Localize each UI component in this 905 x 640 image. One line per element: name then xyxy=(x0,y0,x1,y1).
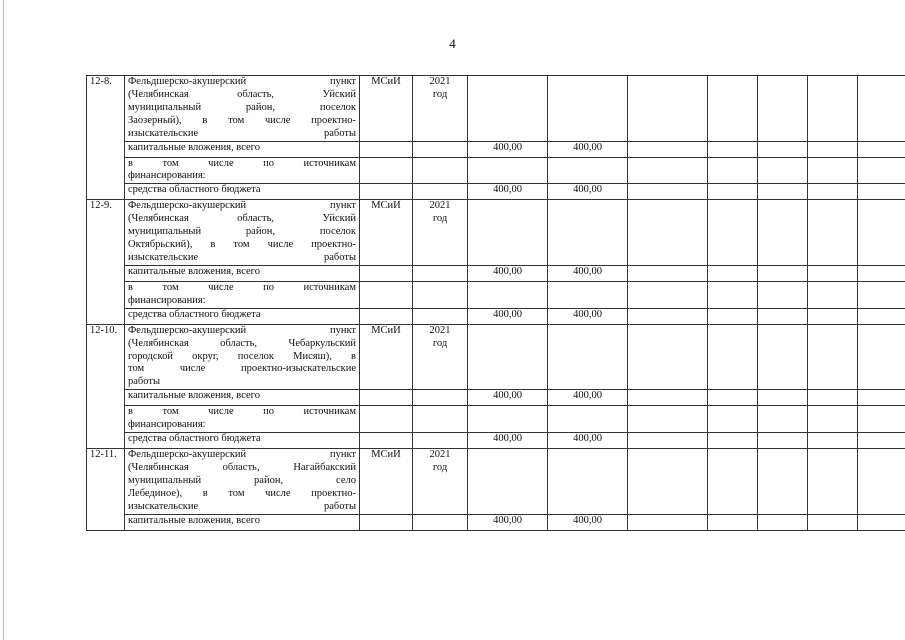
empty-cell xyxy=(758,281,808,308)
empty-cell xyxy=(758,308,808,324)
funding-label: капитальные вложения, всего xyxy=(125,514,360,530)
empty-cell xyxy=(708,433,758,449)
table-row-funding xyxy=(87,390,905,406)
amount-total: 400,00 xyxy=(468,433,548,449)
empty-cell xyxy=(858,514,905,530)
empty-cell xyxy=(548,76,628,142)
description-line: изыскательские работы xyxy=(128,500,356,512)
description-line: том числе проектно-изыскательские xyxy=(128,363,356,375)
empty-cell xyxy=(708,449,758,515)
amount-year: 400,00 xyxy=(548,433,628,449)
executor-cell: МСиИ xyxy=(360,449,413,515)
empty-cell xyxy=(808,390,858,406)
table-row-sources xyxy=(87,406,905,433)
amount-total: 400,00 xyxy=(468,514,548,530)
empty-cell xyxy=(708,406,758,433)
item-description xyxy=(125,76,360,142)
empty-cell xyxy=(858,76,905,142)
empty-cell xyxy=(708,514,758,530)
empty-cell xyxy=(808,433,858,449)
empty-cell xyxy=(628,308,708,324)
empty-cell xyxy=(413,390,468,406)
item-description xyxy=(125,449,360,515)
table-row-funding xyxy=(87,433,905,449)
empty-cell xyxy=(808,76,858,142)
sources-line: в том числе по источникам xyxy=(128,281,356,293)
empty-cell xyxy=(548,324,628,390)
empty-cell xyxy=(468,200,548,266)
item-number: 12-8. xyxy=(87,76,125,200)
empty-cell xyxy=(468,76,548,142)
empty-cell xyxy=(808,184,858,200)
empty-cell xyxy=(758,184,808,200)
empty-cell xyxy=(628,157,708,184)
amount-year: 400,00 xyxy=(548,514,628,530)
empty-cell xyxy=(808,514,858,530)
description-line: городской округ, поселок Мисяш), в xyxy=(128,350,356,362)
empty-cell xyxy=(628,390,708,406)
empty-cell xyxy=(758,514,808,530)
empty-cell xyxy=(708,281,758,308)
description-line: (Челябинская область, Чебаркульский xyxy=(128,337,356,349)
empty-cell xyxy=(708,200,758,266)
empty-cell xyxy=(548,281,628,308)
sources-label xyxy=(125,281,360,308)
empty-cell xyxy=(808,200,858,266)
empty-cell xyxy=(708,76,758,142)
item-number: 12-11. xyxy=(87,449,125,531)
year-unit: год xyxy=(432,213,448,225)
empty-cell xyxy=(858,406,905,433)
year-value: 2021 xyxy=(429,449,451,461)
description-line: работы xyxy=(128,376,161,388)
empty-cell xyxy=(808,308,858,324)
amount-total: 400,00 xyxy=(468,141,548,157)
empty-cell xyxy=(758,141,808,157)
table-row-sources xyxy=(87,157,905,184)
funding-label: капитальные вложения, всего xyxy=(125,265,360,281)
description-line: Лебединое), в том числе проектно- xyxy=(128,487,356,499)
empty-cell xyxy=(548,449,628,515)
empty-cell xyxy=(468,449,548,515)
year-unit: год xyxy=(432,337,448,349)
empty-cell xyxy=(758,433,808,449)
empty-cell xyxy=(628,141,708,157)
empty-cell xyxy=(468,324,548,390)
empty-cell xyxy=(758,200,808,266)
empty-cell xyxy=(808,141,858,157)
empty-cell xyxy=(360,184,413,200)
empty-cell xyxy=(413,514,468,530)
empty-cell xyxy=(858,157,905,184)
empty-cell xyxy=(548,157,628,184)
amount-total: 400,00 xyxy=(468,184,548,200)
sources-line: финансирования: xyxy=(128,170,206,182)
sources-label xyxy=(125,157,360,184)
amount-year: 400,00 xyxy=(548,141,628,157)
description-line: Октябрьский), в том числе проектно- xyxy=(128,239,356,251)
year-cell xyxy=(413,200,468,266)
funding-label: капитальные вложения, всего xyxy=(125,141,360,157)
empty-cell xyxy=(628,514,708,530)
empty-cell xyxy=(708,184,758,200)
empty-cell xyxy=(858,141,905,157)
year-unit: год xyxy=(432,461,448,473)
empty-cell xyxy=(708,157,758,184)
year-cell xyxy=(413,76,468,142)
empty-cell xyxy=(628,433,708,449)
description-line: Заозерный), в том числе проектно- xyxy=(128,114,356,126)
executor-cell: МСиИ xyxy=(360,76,413,142)
table-row-funding xyxy=(87,265,905,281)
empty-cell xyxy=(413,433,468,449)
year-unit: год xyxy=(432,88,448,100)
table-row-item xyxy=(87,76,905,142)
empty-cell xyxy=(360,406,413,433)
empty-cell xyxy=(858,281,905,308)
empty-cell xyxy=(758,390,808,406)
page-number: 4 xyxy=(449,36,456,51)
year-cell xyxy=(413,324,468,390)
item-description xyxy=(125,200,360,266)
empty-cell xyxy=(628,324,708,390)
sources-line: в том числе по источникам xyxy=(128,406,356,418)
empty-cell xyxy=(413,308,468,324)
year-value: 2021 xyxy=(429,200,451,212)
empty-cell xyxy=(360,265,413,281)
empty-cell xyxy=(628,76,708,142)
empty-cell xyxy=(858,324,905,390)
table-row-item xyxy=(87,200,905,266)
empty-cell xyxy=(708,324,758,390)
page-left-edge xyxy=(3,0,4,640)
empty-cell xyxy=(628,406,708,433)
empty-cell xyxy=(628,184,708,200)
table-row-item xyxy=(87,324,905,390)
table-row-sources xyxy=(87,281,905,308)
empty-cell xyxy=(858,308,905,324)
sources-line: финансирования: xyxy=(128,294,206,306)
empty-cell xyxy=(808,157,858,184)
description-line: Фельдшерско-акушерский пункт xyxy=(128,449,356,461)
description-line: муниципальный район, поселок xyxy=(128,226,356,238)
empty-cell xyxy=(413,157,468,184)
empty-cell xyxy=(758,449,808,515)
empty-cell xyxy=(360,141,413,157)
description-line: (Челябинская область, Уйский xyxy=(128,88,356,100)
empty-cell xyxy=(758,157,808,184)
empty-cell xyxy=(360,281,413,308)
amount-year: 400,00 xyxy=(548,265,628,281)
amount-total: 400,00 xyxy=(468,390,548,406)
empty-cell xyxy=(628,200,708,266)
sources-line: в том числе по источникам xyxy=(128,157,356,169)
amount-year: 400,00 xyxy=(548,184,628,200)
empty-cell xyxy=(413,406,468,433)
empty-cell xyxy=(858,390,905,406)
empty-cell xyxy=(413,265,468,281)
executor-cell: МСиИ xyxy=(360,200,413,266)
table-row-funding xyxy=(87,514,905,530)
empty-cell xyxy=(708,265,758,281)
table-row-item xyxy=(87,449,905,515)
table-body xyxy=(87,76,905,531)
empty-cell xyxy=(360,433,413,449)
description-line: Фельдшерско-акушерский пункт xyxy=(128,324,356,336)
empty-cell xyxy=(758,324,808,390)
description-line: муниципальный район, поселок xyxy=(128,101,356,113)
empty-cell xyxy=(808,324,858,390)
year-value: 2021 xyxy=(429,324,451,336)
empty-cell xyxy=(413,141,468,157)
executor-cell: МСиИ xyxy=(360,324,413,390)
empty-cell xyxy=(858,200,905,266)
empty-cell xyxy=(628,281,708,308)
empty-cell xyxy=(758,76,808,142)
empty-cell xyxy=(360,157,413,184)
empty-cell xyxy=(360,390,413,406)
empty-cell xyxy=(628,449,708,515)
funding-label: капитальные вложения, всего xyxy=(125,390,360,406)
amount-year: 400,00 xyxy=(548,308,628,324)
empty-cell xyxy=(808,406,858,433)
empty-cell xyxy=(468,281,548,308)
item-number: 12-9. xyxy=(87,200,125,324)
empty-cell xyxy=(468,406,548,433)
description-line: Фельдшерско-акушерский пункт xyxy=(128,200,356,212)
amount-total: 400,00 xyxy=(468,308,548,324)
funding-label: средства областного бюджета xyxy=(125,184,360,200)
empty-cell xyxy=(708,390,758,406)
empty-cell xyxy=(628,265,708,281)
table-row-funding xyxy=(87,184,905,200)
empty-cell xyxy=(808,265,858,281)
funding-label: средства областного бюджета xyxy=(125,308,360,324)
table-row-funding xyxy=(87,308,905,324)
empty-cell xyxy=(548,200,628,266)
description-line: муниципальный район, село xyxy=(128,474,356,486)
empty-cell xyxy=(708,141,758,157)
funding-label: средства областного бюджета xyxy=(125,433,360,449)
table-row-funding xyxy=(87,141,905,157)
description-line: изыскательские работы xyxy=(128,251,356,263)
empty-cell xyxy=(858,433,905,449)
sources-line: финансирования: xyxy=(128,419,206,431)
item-number: 12-10. xyxy=(87,324,125,448)
description-line: (Челябинская область, Уйский xyxy=(128,213,356,225)
empty-cell xyxy=(858,184,905,200)
empty-cell xyxy=(413,281,468,308)
empty-cell xyxy=(413,184,468,200)
year-value: 2021 xyxy=(429,76,451,87)
item-description xyxy=(125,324,360,390)
amount-year: 400,00 xyxy=(548,390,628,406)
empty-cell xyxy=(360,308,413,324)
empty-cell xyxy=(858,449,905,515)
empty-cell xyxy=(808,281,858,308)
empty-cell xyxy=(758,406,808,433)
amount-total: 400,00 xyxy=(468,265,548,281)
description-line: (Челябинская область, Нагайбакский xyxy=(128,461,356,473)
sources-label xyxy=(125,406,360,433)
empty-cell xyxy=(360,514,413,530)
description-line: изыскательские работы xyxy=(128,127,356,139)
empty-cell xyxy=(708,308,758,324)
year-cell xyxy=(413,449,468,515)
empty-cell xyxy=(468,157,548,184)
description-line: Фельдшерско-акушерский пункт xyxy=(128,76,356,87)
empty-cell xyxy=(858,265,905,281)
empty-cell xyxy=(548,406,628,433)
empty-cell xyxy=(808,449,858,515)
empty-cell xyxy=(758,265,808,281)
budget-table xyxy=(86,75,905,531)
